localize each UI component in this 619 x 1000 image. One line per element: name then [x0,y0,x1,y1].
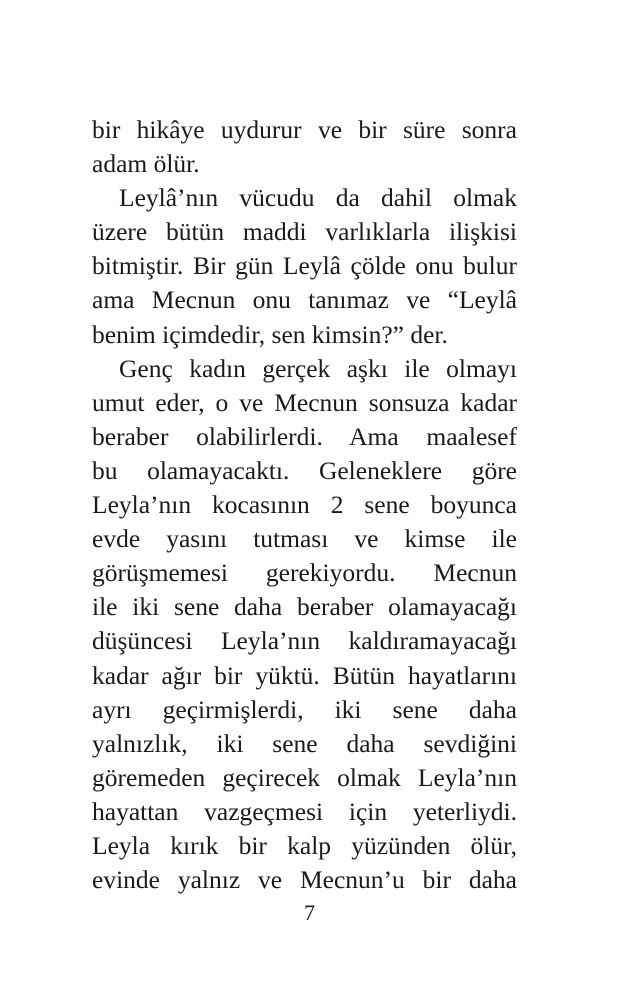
text-line: yalnızlık, iki sene daha sevdiğini [92,728,517,758]
paragraph-first-line: Leylâ’nın vücudu da dahil olmak [119,183,517,213]
text-line: ama Mecnun onu tanımaz ve “Leylâ [92,285,517,315]
text-line: Leyla kırık bir kalp yüzünden ölür, [92,830,517,860]
text-line: bir hikâye uydurur ve bir süre sonra [92,115,517,144]
text-line: bitmiştir. Bir gün Leylâ çölde onu bulur [92,251,517,281]
text-line: Leyla’nın kocasının 2 sene boyunca [92,490,517,520]
text-line: adam ölür. [92,149,200,179]
text-line: görüşmemesi gerekiyordu. Mecnun [92,558,517,588]
text-line: düşüncesi Leyla’nın kaldıramayacağı [92,626,517,656]
text-line: kadar ağır bir yüktü. Bütün hayatlarını [92,660,517,690]
text-line: ile iki sene daha beraber olamayacağı [92,592,517,622]
text-line: hayattan vazgeçmesi için yeterliydi. [92,796,517,826]
text-line: beraber olabilirlerdi. Ama maalesef [92,421,517,451]
text-line: ayrı geçirmişlerdi, iki sene daha [92,694,517,724]
text-line: evde yasını tutması ve kimse ile [92,524,517,554]
paragraph-first-line: Genç kadın gerçek aşkı ile olmayı [119,353,517,383]
text-line: umut eder, o ve Mecnun sonsuza kadar [92,387,517,417]
text-line: evinde yalnız ve Mecnun’u bir daha [92,865,517,895]
text-line: benim içimdedir, sen kimsin?” der. [92,319,448,349]
text-line: bu olamayacaktı. Geleneklere göre [92,455,517,485]
text-line: göremeden geçirecek olmak Leyla’nın [92,762,517,792]
body-text [92,113,517,897]
page-number: 7 [304,900,315,925]
text-line: üzere bütün maddi varlıklarla ilişkisi [92,217,517,247]
